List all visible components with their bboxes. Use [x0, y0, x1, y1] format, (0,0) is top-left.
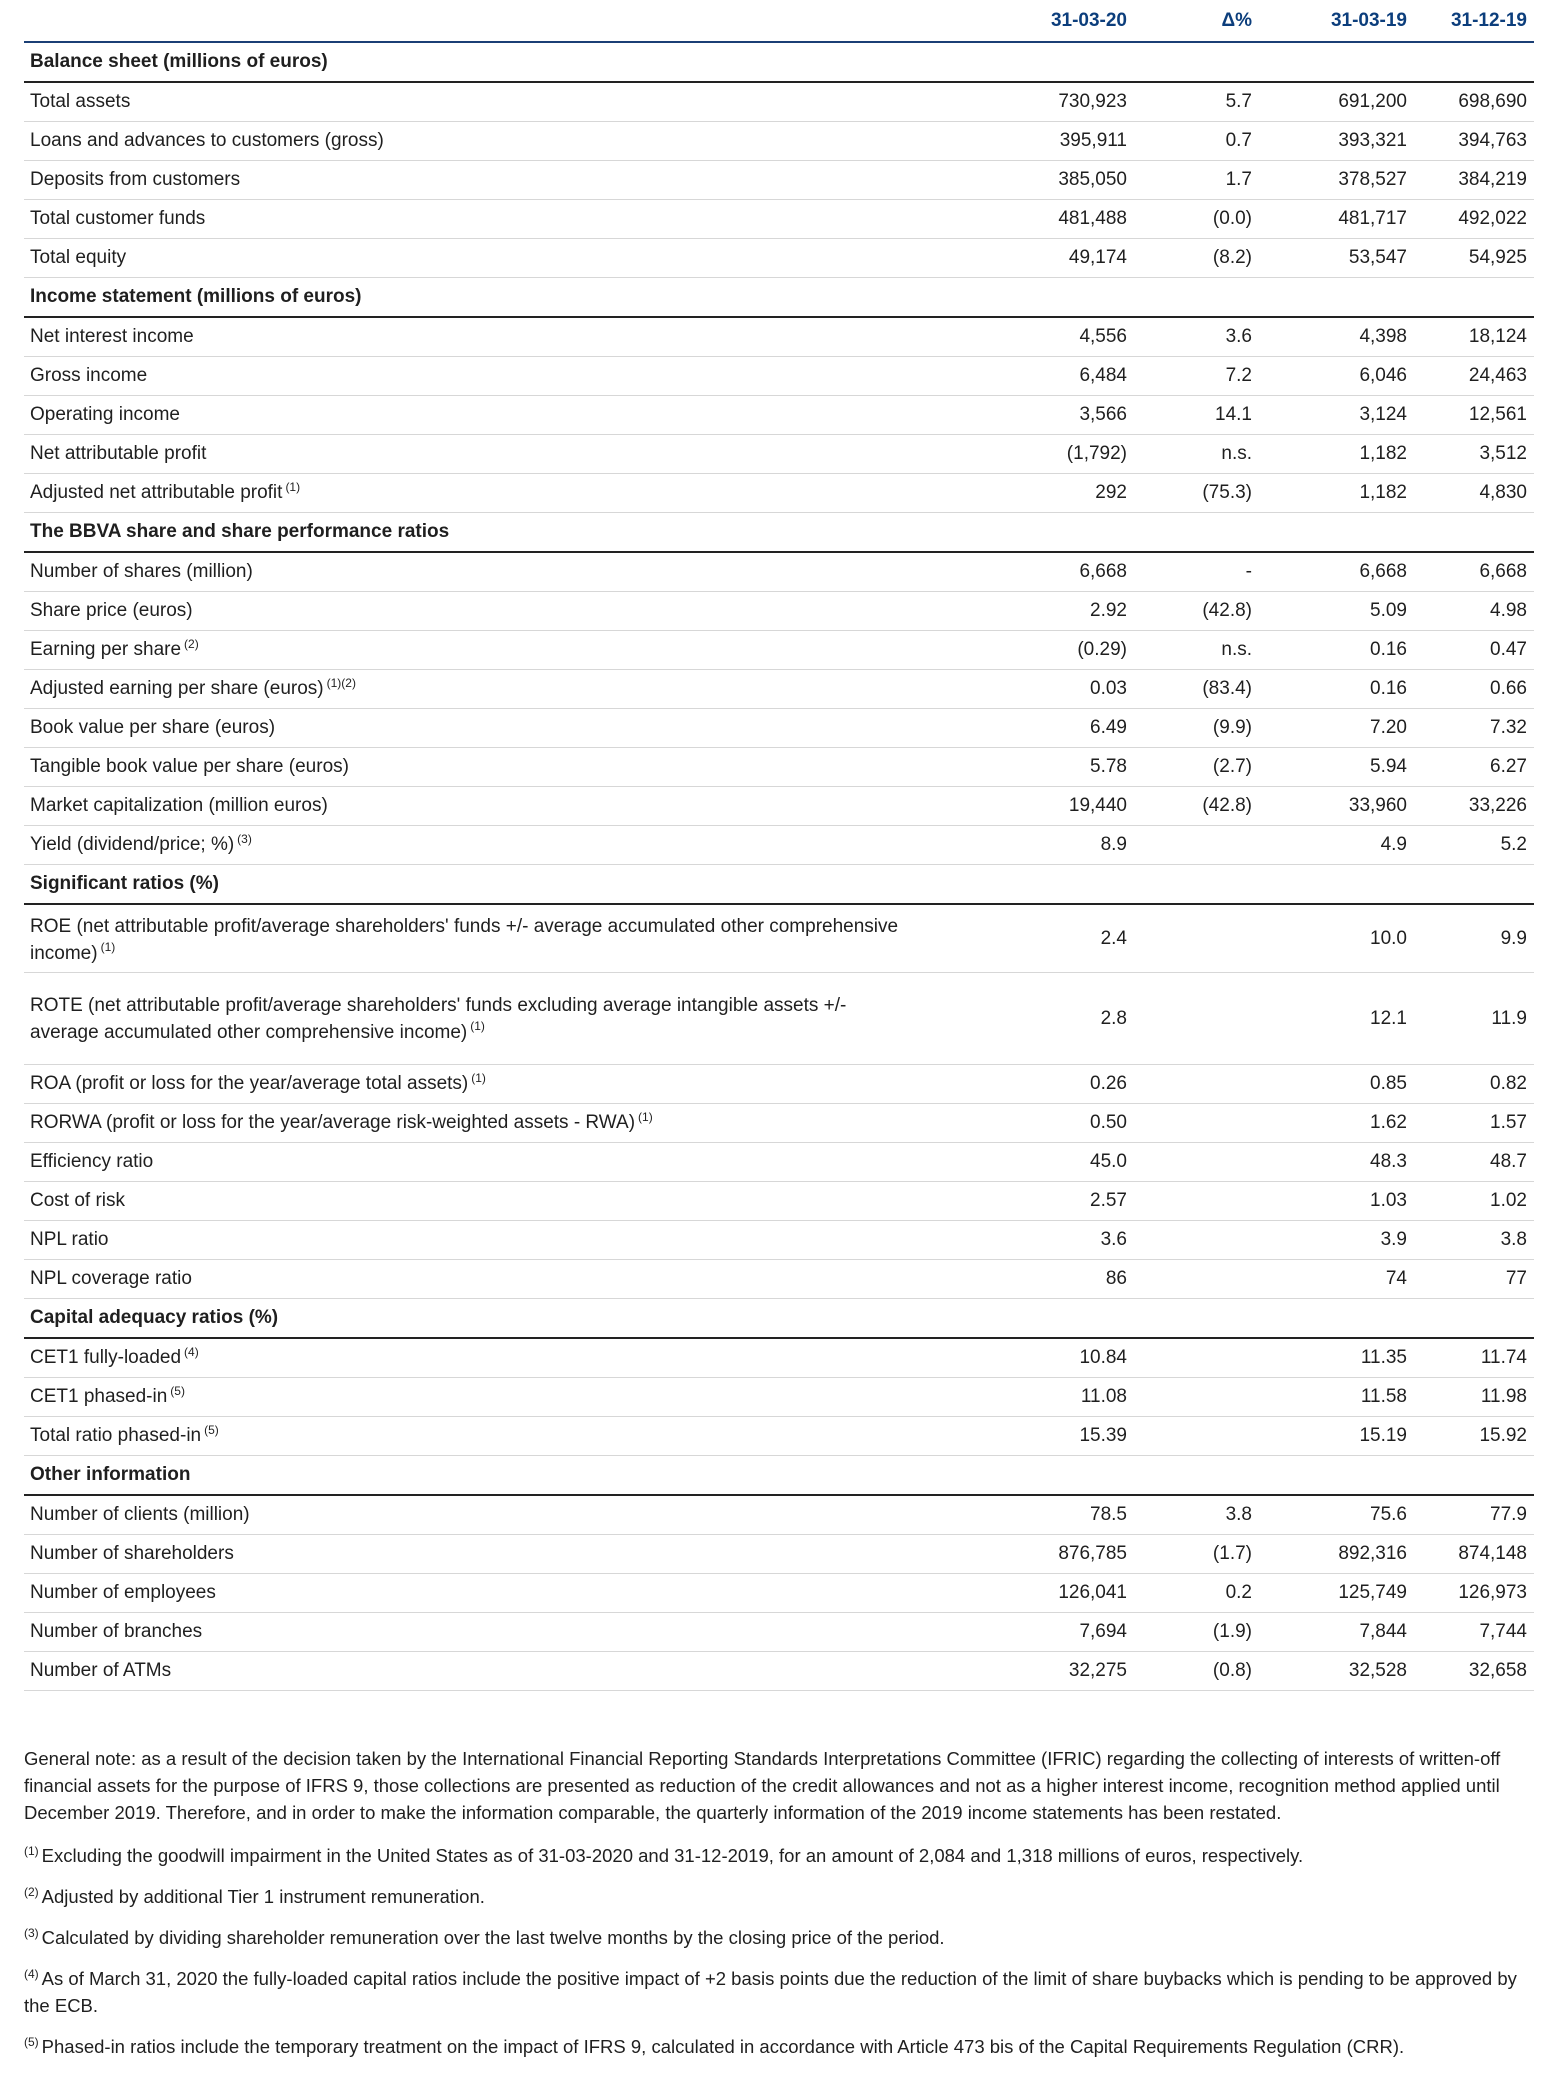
value-cell: 5.09 — [1259, 592, 1414, 631]
table-row — [24, 631, 1534, 670]
value-cell: 2.92 — [904, 592, 1134, 631]
value-cell: 7.20 — [1259, 709, 1414, 748]
row-label: NPL ratio — [30, 1229, 109, 1250]
footnote-text: Adjusted by additional Tier 1 instrument remuneration. — [41, 1886, 485, 1907]
value-cell: 1.7 — [1134, 161, 1259, 200]
table-row — [24, 239, 1534, 278]
value-cell: 730,923 — [904, 82, 1134, 122]
footnote-ref: (1) — [285, 479, 301, 494]
table-row — [24, 1574, 1534, 1613]
table-row — [24, 592, 1534, 631]
section-title: The BBVA share and share performance ratios — [24, 513, 1534, 553]
value-cell: 11.08 — [904, 1378, 1134, 1417]
row-label-cell — [24, 200, 904, 239]
value-cell: (75.3) — [1134, 474, 1259, 513]
row-label: ROE (net attributable profit/average shareholders' funds +/- average accumulated other comprehensive income) — [30, 915, 899, 964]
row-label: Number of clients (million) — [30, 1504, 250, 1525]
value-cell — [1134, 904, 1259, 973]
value-cell: 75.6 — [1259, 1495, 1414, 1535]
row-label: CET1 fully-loaded — [30, 1347, 182, 1368]
row-label-cell — [24, 396, 904, 435]
footnote-mark: (4) — [24, 1966, 39, 1981]
value-cell: 292 — [904, 474, 1134, 513]
table-row — [24, 1065, 1534, 1104]
row-label: RORWA (profit or loss for the year/average risk-weighted assets - RWA) — [30, 1112, 636, 1133]
footnote-ref: (5) — [204, 1422, 219, 1437]
row-label-cell — [24, 1338, 904, 1378]
row-label-cell — [24, 1535, 904, 1574]
table-row — [24, 748, 1534, 787]
table-row — [24, 1495, 1534, 1535]
value-cell: 1.03 — [1259, 1182, 1414, 1221]
financial-summary — [24, 0, 1534, 1691]
table-body — [24, 42, 1534, 1691]
value-cell: 32,528 — [1259, 1652, 1414, 1691]
row-label: Tangible book value per share (euros) — [30, 756, 349, 777]
row-label: CET1 phased-in — [30, 1386, 168, 1407]
value-cell: 2.8 — [904, 973, 1134, 1065]
section-header — [24, 865, 1534, 905]
footnote-list — [24, 1842, 1534, 2060]
value-cell: 7.32 — [1414, 709, 1534, 748]
key-figures-table — [24, 0, 1534, 1691]
value-cell: (0.0) — [1134, 200, 1259, 239]
table-row — [24, 122, 1534, 161]
value-cell: 0.2 — [1134, 1574, 1259, 1613]
footnote-ref: (1) — [471, 1070, 486, 1085]
value-cell: (0.8) — [1134, 1652, 1259, 1691]
value-cell: 691,200 — [1259, 82, 1414, 122]
footnote-ref: (5) — [170, 1383, 185, 1398]
footnote-ref: (3) — [237, 831, 252, 846]
row-label: Cost of risk — [30, 1190, 126, 1211]
row-label-cell — [24, 1652, 904, 1691]
column-header: Δ% — [1134, 0, 1259, 42]
row-label-cell — [24, 1378, 904, 1417]
value-cell — [1134, 1221, 1259, 1260]
row-label: Market capitalization (million euros) — [30, 795, 328, 816]
value-cell: (8.2) — [1134, 239, 1259, 278]
footnote — [24, 1842, 1534, 1869]
value-cell: - — [1134, 552, 1259, 592]
value-cell: 876,785 — [904, 1535, 1134, 1574]
row-label-cell — [24, 122, 904, 161]
column-header: 31-03-20 — [904, 0, 1134, 42]
footnote-ref: (2) — [184, 636, 199, 651]
row-label: Total equity — [30, 247, 127, 268]
row-label: Number of employees — [30, 1582, 216, 1603]
value-cell: 7,694 — [904, 1613, 1134, 1652]
column-header: 31-03-19 — [1259, 0, 1414, 42]
table-row — [24, 1143, 1534, 1182]
footnote-mark: (2) — [24, 1884, 39, 1899]
value-cell: 8.9 — [904, 826, 1134, 865]
row-label: Number of branches — [30, 1621, 203, 1642]
table-row — [24, 200, 1534, 239]
value-cell: 9.9 — [1414, 904, 1534, 973]
section-title: Other information — [24, 1456, 1534, 1496]
value-cell — [1134, 1378, 1259, 1417]
value-cell: 3,124 — [1259, 396, 1414, 435]
table-row — [24, 161, 1534, 200]
table-row — [24, 317, 1534, 357]
value-cell: (0.29) — [904, 631, 1134, 670]
value-cell: 48.3 — [1259, 1143, 1414, 1182]
section-header — [24, 1456, 1534, 1496]
footnote-ref: (1) — [470, 1019, 485, 1034]
row-label-cell — [24, 317, 904, 357]
table-row — [24, 670, 1534, 709]
section-header — [24, 513, 1534, 553]
value-cell: 53,547 — [1259, 239, 1414, 278]
value-cell: 7.2 — [1134, 357, 1259, 396]
value-cell: 481,717 — [1259, 200, 1414, 239]
column-header: 31-12-19 — [1414, 0, 1534, 42]
row-label: Loans and advances to customers (gross) — [30, 130, 384, 151]
general-note: General note: as a result of the decision taken by the International Financial Reporting Standards Interpretations Committee (IFRIC) regarding the collecting of interests of written-off financial assets for the purpose of IFRS 9, those collections are presented as reduction of the credit allowances and not as a higher interest income, recognition method applied until December 2019. Therefore, and in order to make the information comparable, the quarterly information of the 2019 income statements has been restated. — [24, 1748, 1501, 1823]
footnote — [24, 1883, 1534, 1910]
table-row — [24, 552, 1534, 592]
footnote-ref: (1)(2) — [326, 675, 356, 690]
value-cell: 15.39 — [904, 1417, 1134, 1456]
value-cell: 5.94 — [1259, 748, 1414, 787]
footnote — [24, 2033, 1534, 2060]
value-cell — [1134, 1104, 1259, 1143]
value-cell: 1.57 — [1414, 1104, 1534, 1143]
value-cell: (42.8) — [1134, 787, 1259, 826]
value-cell: 14.1 — [1134, 396, 1259, 435]
table-header — [24, 0, 1534, 42]
table-row — [24, 474, 1534, 513]
table-row — [24, 1417, 1534, 1456]
value-cell: 5.7 — [1134, 82, 1259, 122]
value-cell: 77.9 — [1414, 1495, 1534, 1535]
value-cell: 48.7 — [1414, 1143, 1534, 1182]
value-cell: 1,182 — [1259, 435, 1414, 474]
row-label: NPL coverage ratio — [30, 1268, 192, 1289]
value-cell: 394,763 — [1414, 122, 1534, 161]
row-label-cell — [24, 239, 904, 278]
table-row — [24, 1378, 1534, 1417]
value-cell: 3.8 — [1134, 1495, 1259, 1535]
value-cell: (9.9) — [1134, 709, 1259, 748]
value-cell: 2.4 — [904, 904, 1134, 973]
row-label: Operating income — [30, 404, 180, 425]
row-label: ROTE (net attributable profit/average shareholders' funds excluding average intangible assets +/- average accumulated other comprehensive income) — [30, 994, 847, 1043]
value-cell: 10.0 — [1259, 904, 1414, 973]
footnote-text: Excluding the goodwill impairment in the United States as of 31-03-2020 and 31-12-2019, for an amount of 2,084 and 1,318 millions of euros, respectively. — [41, 1845, 1304, 1866]
value-cell: (1,792) — [904, 435, 1134, 474]
value-cell: 6,668 — [904, 552, 1134, 592]
section-title: Significant ratios (%) — [24, 865, 1534, 905]
value-cell: 11.35 — [1259, 1338, 1414, 1378]
value-cell: 6,484 — [904, 357, 1134, 396]
value-cell: 6,668 — [1414, 552, 1534, 592]
row-label-cell — [24, 1260, 904, 1299]
value-cell: 3.9 — [1259, 1221, 1414, 1260]
value-cell — [1134, 1260, 1259, 1299]
value-cell: 11.58 — [1259, 1378, 1414, 1417]
value-cell — [1134, 1182, 1259, 1221]
value-cell — [1134, 1143, 1259, 1182]
value-cell: 6.27 — [1414, 748, 1534, 787]
value-cell: 12,561 — [1414, 396, 1534, 435]
row-label: Earning per share — [30, 639, 182, 660]
row-label-cell — [24, 1574, 904, 1613]
value-cell: 11.74 — [1414, 1338, 1534, 1378]
row-label-cell — [24, 435, 904, 474]
row-label-cell — [24, 474, 904, 513]
value-cell: 481,488 — [904, 200, 1134, 239]
section-header — [24, 278, 1534, 318]
value-cell: 24,463 — [1414, 357, 1534, 396]
row-label: Deposits from customers — [30, 169, 241, 190]
table-row — [24, 82, 1534, 122]
row-label-cell — [24, 1417, 904, 1456]
section-title: Balance sheet (millions of euros) — [24, 42, 1534, 82]
value-cell: 1.62 — [1259, 1104, 1414, 1143]
row-label: Net attributable profit — [30, 443, 207, 464]
row-label-cell — [24, 973, 904, 1065]
row-label-cell — [24, 1143, 904, 1182]
value-cell: 0.85 — [1259, 1065, 1414, 1104]
row-label: Share price (euros) — [30, 600, 193, 621]
value-cell: 7,744 — [1414, 1613, 1534, 1652]
value-cell: 77 — [1414, 1260, 1534, 1299]
value-cell: (42.8) — [1134, 592, 1259, 631]
value-cell: 892,316 — [1259, 1535, 1414, 1574]
value-cell — [1134, 1417, 1259, 1456]
row-label: Adjusted earning per share (euros) — [30, 678, 324, 699]
table-row — [24, 1613, 1534, 1652]
value-cell: 3.6 — [904, 1221, 1134, 1260]
value-cell: 126,973 — [1414, 1574, 1534, 1613]
value-cell: 1,182 — [1259, 474, 1414, 513]
value-cell: 378,527 — [1259, 161, 1414, 200]
row-label: Book value per share (euros) — [30, 717, 276, 738]
row-label-cell — [24, 1495, 904, 1535]
table-row — [24, 1182, 1534, 1221]
row-label-cell — [24, 82, 904, 122]
row-label-cell — [24, 787, 904, 826]
value-cell: 1.02 — [1414, 1182, 1534, 1221]
value-cell: 54,925 — [1414, 239, 1534, 278]
value-cell: 3,566 — [904, 396, 1134, 435]
row-label-cell — [24, 631, 904, 670]
value-cell: (1.7) — [1134, 1535, 1259, 1574]
row-label: Net interest income — [30, 326, 194, 347]
value-cell: 3,512 — [1414, 435, 1534, 474]
value-cell: 0.26 — [904, 1065, 1134, 1104]
value-cell: 3.6 — [1134, 317, 1259, 357]
value-cell: (2.7) — [1134, 748, 1259, 787]
value-cell: 11.98 — [1414, 1378, 1534, 1417]
value-cell: 4.9 — [1259, 826, 1414, 865]
table-row — [24, 1652, 1534, 1691]
footnote-ref: (4) — [184, 1344, 199, 1359]
table-row — [24, 435, 1534, 474]
section-title: Capital adequacy ratios (%) — [24, 1299, 1534, 1339]
table-row — [24, 709, 1534, 748]
value-cell: 15.92 — [1414, 1417, 1534, 1456]
table-row — [24, 787, 1534, 826]
table-row — [24, 973, 1534, 1065]
row-label: Gross income — [30, 365, 148, 386]
footnote-text: Calculated by dividing shareholder remuneration over the last twelve months by the closing price of the period. — [41, 1927, 945, 1948]
value-cell: 7,844 — [1259, 1613, 1414, 1652]
table-row — [24, 1104, 1534, 1143]
value-cell: 2.57 — [904, 1182, 1134, 1221]
value-cell: 15.19 — [1259, 1417, 1414, 1456]
footnote-mark: (1) — [24, 1843, 39, 1858]
value-cell: 19,440 — [904, 787, 1134, 826]
row-label-cell — [24, 1221, 904, 1260]
value-cell: 33,226 — [1414, 787, 1534, 826]
value-cell: 874,148 — [1414, 1535, 1534, 1574]
value-cell: n.s. — [1134, 631, 1259, 670]
value-cell: 0.7 — [1134, 122, 1259, 161]
value-cell: 0.16 — [1259, 670, 1414, 709]
value-cell — [1134, 1065, 1259, 1104]
footnote — [24, 1924, 1534, 1951]
row-label: Yield (dividend/price; %) — [30, 834, 235, 855]
footnote-ref: (1) — [100, 940, 116, 955]
value-cell: 0.82 — [1414, 1065, 1534, 1104]
row-label: ROA (profit or loss for the year/average total assets) — [30, 1073, 469, 1094]
row-label-cell — [24, 904, 904, 973]
value-cell: 0.66 — [1414, 670, 1534, 709]
value-cell: 6,046 — [1259, 357, 1414, 396]
value-cell: 4,830 — [1414, 474, 1534, 513]
value-cell: 492,022 — [1414, 200, 1534, 239]
value-cell — [1134, 1338, 1259, 1378]
row-label-cell — [24, 1613, 904, 1652]
value-cell: 698,690 — [1414, 82, 1534, 122]
footnote-text: Phased-in ratios include the temporary treatment on the impact of IFRS 9, calculated in accordance with Article 473 bis of the Capital Requirements Regulation (CRR). — [41, 2036, 1405, 2057]
value-cell: 32,658 — [1414, 1652, 1534, 1691]
value-cell: 4,398 — [1259, 317, 1414, 357]
row-label: Total assets — [30, 91, 131, 112]
table-row — [24, 357, 1534, 396]
row-label-cell — [24, 357, 904, 396]
row-label: Number of shareholders — [30, 1543, 234, 1564]
value-cell: 0.50 — [904, 1104, 1134, 1143]
row-label-cell — [24, 709, 904, 748]
table-row — [24, 1338, 1534, 1378]
row-label-cell — [24, 1104, 904, 1143]
row-label: Number of ATMs — [30, 1660, 172, 1681]
row-label-cell — [24, 552, 904, 592]
value-cell: 32,275 — [904, 1652, 1134, 1691]
footnote-text: As of March 31, 2020 the fully-loaded capital ratios include the positive impact of +2 basis points due the reduction of the limit of share buybacks which is pending to be approved by the ECB. — [24, 1968, 1517, 2016]
row-label: Total customer funds — [30, 208, 206, 229]
value-cell: 78.5 — [904, 1495, 1134, 1535]
value-cell: 5.2 — [1414, 826, 1534, 865]
row-label-cell — [24, 1182, 904, 1221]
value-cell: 12.1 — [1259, 973, 1414, 1065]
section-header — [24, 42, 1534, 82]
value-cell: 0.16 — [1259, 631, 1414, 670]
value-cell: 126,041 — [904, 1574, 1134, 1613]
row-label-cell — [24, 1065, 904, 1104]
row-label-cell — [24, 161, 904, 200]
table-row — [24, 1260, 1534, 1299]
section-title: Income statement (millions of euros) — [24, 278, 1534, 318]
row-label: Efficiency ratio — [30, 1151, 154, 1172]
value-cell: 3.8 — [1414, 1221, 1534, 1260]
row-label: Adjusted net attributable profit — [30, 482, 283, 503]
row-label-cell — [24, 748, 904, 787]
value-cell: 4.98 — [1414, 592, 1534, 631]
value-cell: 74 — [1259, 1260, 1414, 1299]
row-label: Total ratio phased-in — [30, 1425, 202, 1446]
value-cell: 10.84 — [904, 1338, 1134, 1378]
value-cell: 385,050 — [904, 161, 1134, 200]
value-cell: 49,174 — [904, 239, 1134, 278]
footnote — [24, 1965, 1534, 2019]
section-header — [24, 1299, 1534, 1339]
table-row — [24, 904, 1534, 973]
table-row — [24, 826, 1534, 865]
value-cell: 11.9 — [1414, 973, 1534, 1065]
table-row — [24, 396, 1534, 435]
value-cell — [1134, 973, 1259, 1065]
table-row — [24, 1221, 1534, 1260]
row-label-cell — [24, 592, 904, 631]
footnote-mark: (3) — [24, 1925, 39, 1940]
value-cell: 393,321 — [1259, 122, 1414, 161]
value-cell: 125,749 — [1259, 1574, 1414, 1613]
value-cell: 4,556 — [904, 317, 1134, 357]
value-cell: (1.9) — [1134, 1613, 1259, 1652]
value-cell: 6.49 — [904, 709, 1134, 748]
row-label: Number of shares (million) — [30, 561, 253, 582]
footnote-ref: (1) — [638, 1109, 653, 1124]
value-cell: 6,668 — [1259, 552, 1414, 592]
row-label-cell — [24, 826, 904, 865]
footnote-mark: (5) — [24, 2034, 39, 2049]
value-cell: 18,124 — [1414, 317, 1534, 357]
value-cell: 5.78 — [904, 748, 1134, 787]
value-cell: n.s. — [1134, 435, 1259, 474]
value-cell: 0.03 — [904, 670, 1134, 709]
notes — [24, 1745, 1534, 2074]
value-cell: (83.4) — [1134, 670, 1259, 709]
value-cell: 395,911 — [904, 122, 1134, 161]
value-cell — [1134, 826, 1259, 865]
value-cell: 384,219 — [1414, 161, 1534, 200]
header-label-cell — [24, 0, 904, 42]
table-row — [24, 1535, 1534, 1574]
row-label-cell — [24, 670, 904, 709]
value-cell: 86 — [904, 1260, 1134, 1299]
value-cell: 45.0 — [904, 1143, 1134, 1182]
value-cell: 0.47 — [1414, 631, 1534, 670]
value-cell: 33,960 — [1259, 787, 1414, 826]
